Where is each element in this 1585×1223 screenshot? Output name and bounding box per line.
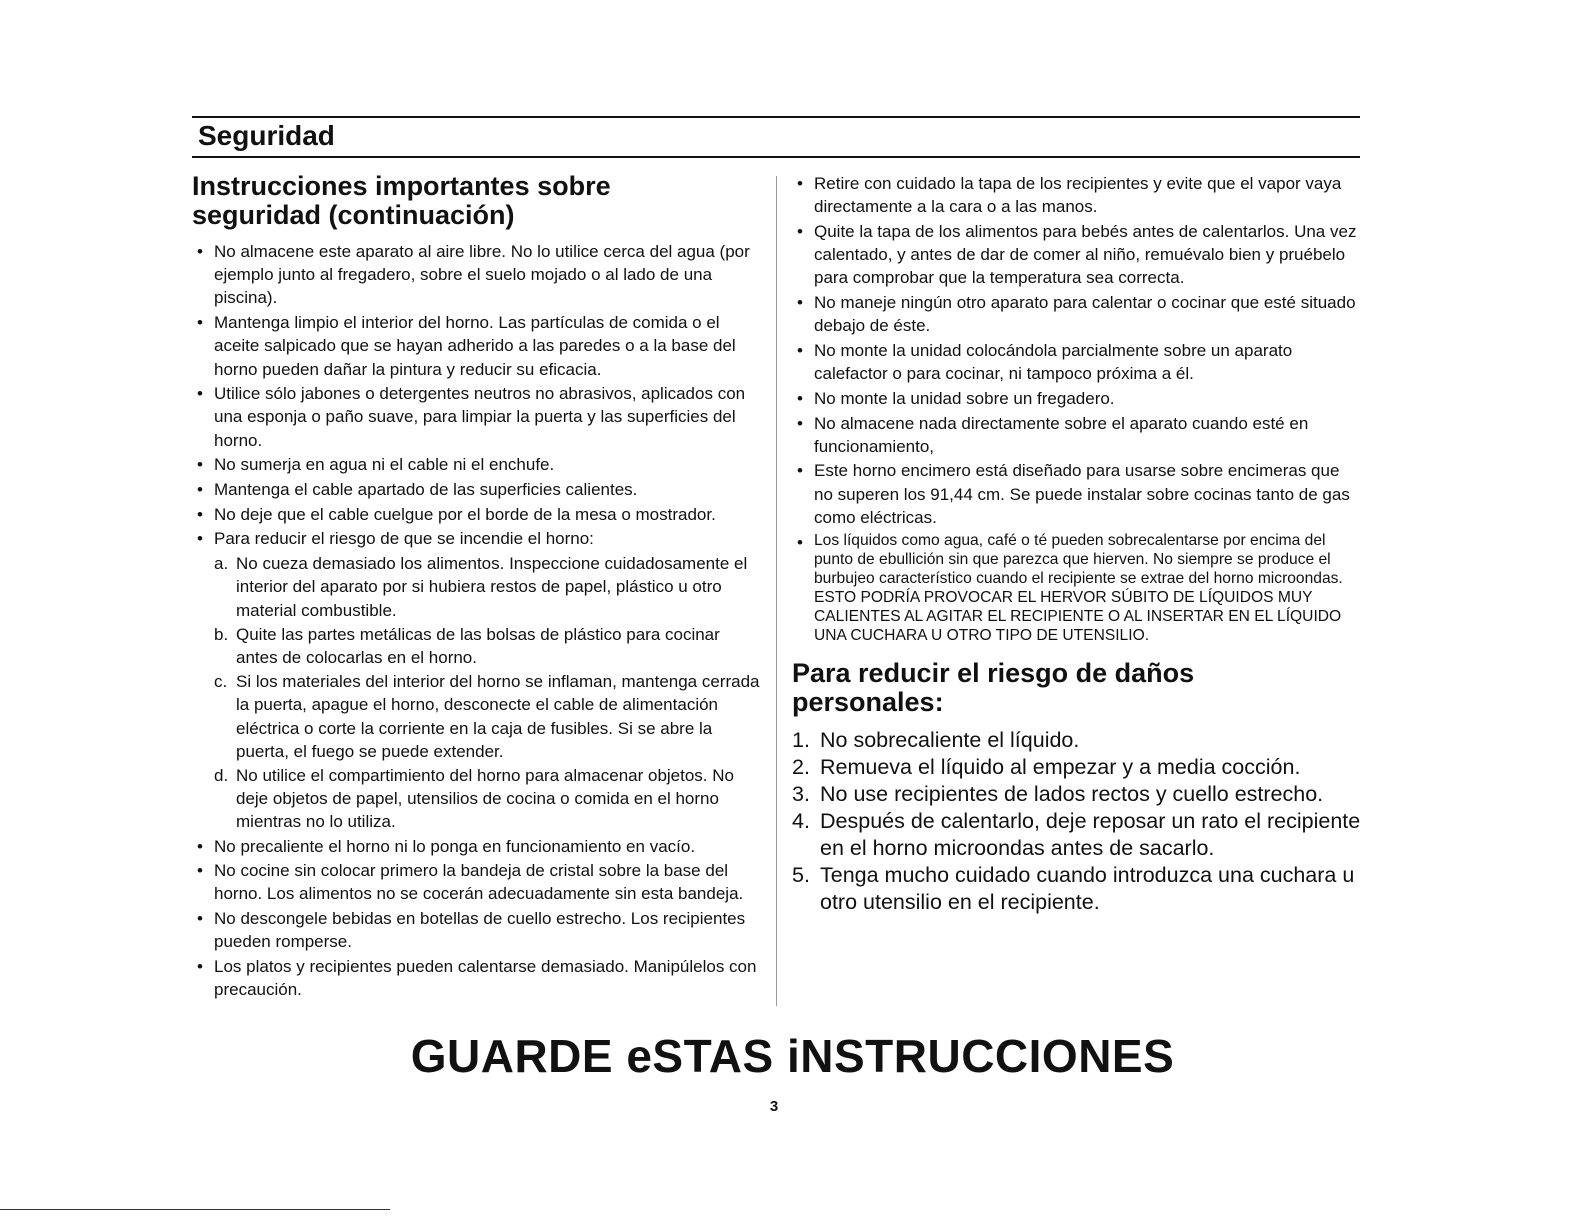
injury-heading: Para reducir el riesgo de daños personales:: [792, 657, 1195, 717]
step-item: [792, 754, 1362, 781]
list-item: • No maneje ningún otro aparato para calentar o cocinar que esté situado debajo de éste.: [792, 291, 1362, 337]
sub-text: Si los materiales del interior del horno se inflaman, mantenga cerrada la puerta, apague el horno, desconecte el cable de alimentación eléctrica o corte la corriente en la caja de fusibles. Si se abre la puerta, el fuego se puede extender.: [236, 672, 760, 761]
list-item: • Los platos y recipientes pueden calentarse demasiado. Manipúlelos con precaución.: [192, 955, 760, 1001]
left-bullet-list-continued: [192, 835, 760, 1002]
left-column: [192, 172, 760, 1003]
step-item: [792, 727, 1362, 754]
right-bullet-list: [792, 172, 1362, 645]
sub-item: [192, 623, 760, 669]
list-item: • No cocine sin colocar primero la bandeja de cristal sobre la base del horno. Los alimentos no se cocerán adecuadamente sin esta bandeja.: [192, 859, 760, 905]
header-rule-bottom: [192, 156, 1360, 158]
list-item: • No almacene nada directamente sobre el aparato cuando esté en funcionamiento,: [792, 412, 1362, 458]
injury-steps: [792, 727, 1362, 916]
list-item-fire: [192, 527, 760, 550]
step-text: Después de calentarlo, deje reposar un rato el recipiente en el horno microondas antes de sacarlo.: [820, 808, 1361, 860]
list-item: • Quite la tapa de los alimentos para bebés antes de calentarlos. Una vez calentado, y antes de dar de comer al niño, remuévalo bien y pruébelo para comprobar que la temperatura sea correcta.: [792, 220, 1362, 290]
sub-text: No utilice el compartimiento del horno para almacenar objetos. No deje objetos de papel, utensilios de cocina o comida en el horno mientras no lo utiliza.: [236, 765, 734, 832]
step-marker: 2.: [792, 754, 810, 779]
step-item: [792, 781, 1362, 808]
list-item: • Este horno encimero está diseñado para usarse sobre encimeras que no superen los 91,44 cm. Se puede instalar sobre cocinas tanto de gas como eléctricas.: [792, 459, 1362, 529]
sub-item: [192, 764, 760, 834]
sub-item: [192, 552, 760, 622]
left-heading: Instrucciones importantes sobre seguridad (continuación): [192, 171, 611, 230]
sub-marker: d.: [214, 765, 229, 785]
list-item: • Utilice sólo jabones o detergentes neutros no abrasivos, aplicados con una esponja o paño suave, para limpiar la puerta y las superficies del horno.: [192, 382, 760, 452]
liquids-warning: • Los líquidos como agua, café o té pueden sobrecalentarse por encima del punto de ebullición sin que parezca que hierven. No siempre se produce el burbujeo característico cuando el recipiente se extrae del horno microondas. ESTO PODRÍA PROVOCAR EL HERVOR SÚBITO DE LÍQUIDOS MUY CALIENTES AL AGITAR EL RECIPIENTE O AL INSERTAR EN EL LÍQUIDO UNA CUCHARA U OTRO TIPO DE UTENSILIO.: [814, 531, 1343, 644]
list-item: • Mantenga limpio el interior del horno. Las partículas de comida o el aceite salpicado que se hayan adherido a las paredes o a la base del horno pueden dañar la pintura y reducir su eficacia.: [192, 311, 760, 381]
step-text: Remueva el líquido al empezar y a media cocción.: [820, 754, 1301, 779]
sub-marker: c.: [214, 672, 228, 692]
sub-item: [192, 670, 760, 763]
step-text: No sobrecaliente el líquido.: [820, 727, 1080, 752]
list-item: • No deje que el cable cuelgue por el borde de la mesa o mostrador.: [192, 503, 760, 526]
sub-marker: a.: [214, 554, 229, 574]
list-item: • No sumerja en agua ni el cable ni el enchufe.: [192, 453, 760, 476]
fire-intro: Para reducir el riesgo de que se incendie el horno:: [214, 529, 594, 549]
sub-text: No cueza demasiado los alimentos. Inspeccione cuidadosamente el interior del aparato por si hubiera restos de papel, plástico u otro material combustible.: [236, 554, 748, 620]
list-item: • No monte la unidad sobre un fregadero.: [792, 387, 1362, 410]
footer-title: GUARDE eSTAS iNSTRUCCIONES: [410, 1030, 1175, 1082]
header-rule-top: [192, 116, 1360, 118]
step-marker: 5.: [792, 862, 810, 887]
bottom-line: [0, 1209, 390, 1210]
step-item: [792, 808, 1362, 862]
step-marker: 4.: [792, 808, 810, 833]
step-marker: 1.: [792, 727, 810, 752]
sub-text: Quite las partes metálicas de las bolsas de plástico para cocinar antes de colocarlas en el horno.: [236, 624, 720, 667]
left-bullet-list: [192, 240, 760, 551]
step-marker: 3.: [792, 781, 810, 806]
list-item: • Retire con cuidado la tapa de los recipientes y evite que el vapor vaya directamente a la cara o a las manos.: [792, 172, 1362, 218]
page-number: 3: [769, 1098, 779, 1115]
list-item: • Mantenga el cable apartado de las superficies calientes.: [192, 478, 760, 501]
sub-marker: b.: [214, 624, 229, 644]
step-item: [792, 862, 1362, 916]
step-text: Tenga mucho cuidado cuando introduzca una cuchara u otro utensilio en el recipiente.: [820, 862, 1355, 914]
step-text: No use recipientes de lados rectos y cuello estrecho.: [820, 781, 1324, 806]
right-column: [792, 172, 1362, 916]
fire-sublist: [192, 552, 760, 833]
section-title: Seguridad: [198, 120, 335, 151]
list-item: • No monte la unidad colocándola parcialmente sobre un aparato calefactor o para cocinar, ni tampoco próxima a él.: [792, 339, 1362, 385]
list-item: • No descongele bebidas en botellas de cuello estrecho. Los recipientes pueden romperse.: [192, 907, 760, 953]
list-item: • No almacene este aparato al aire libre. No lo utilice cerca del agua (por ejemplo junto al fregadero, sobre el suelo mojado o al lado de una piscina).: [192, 240, 760, 310]
column-divider: [776, 176, 777, 1006]
list-item: • No precaliente el horno ni lo ponga en funcionamiento en vacío.: [192, 835, 760, 858]
list-item-liquids: [792, 531, 1362, 645]
